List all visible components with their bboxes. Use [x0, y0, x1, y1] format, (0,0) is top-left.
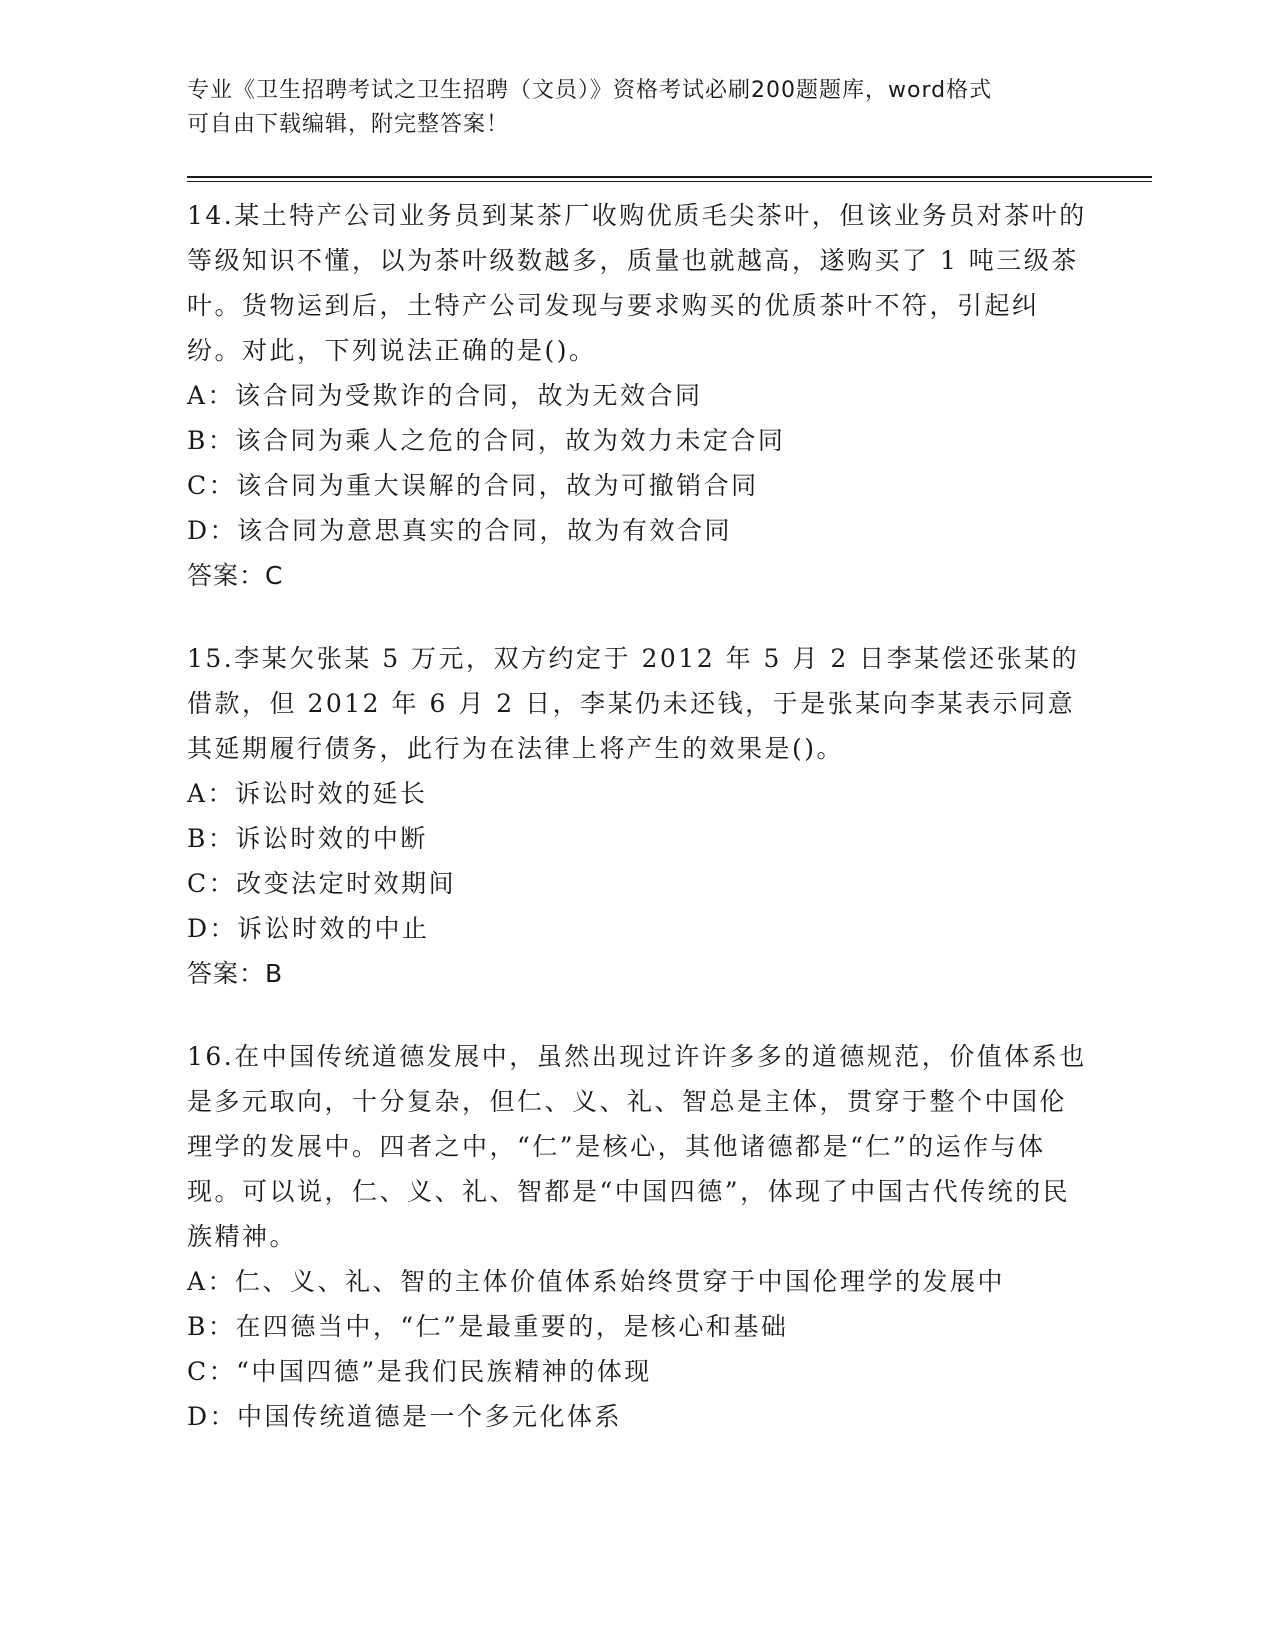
- question-14: [187, 193, 1087, 598]
- header-line-1: 专业《卫生招聘考试之卫生招聘（文员）》资格考试必刷200题题库，word格式: [187, 78, 993, 103]
- option-d: D：该合同为意思真实的合同，故为有效合同: [187, 516, 733, 545]
- question-list: [187, 193, 1087, 1477]
- option-b: B：在四德当中，“仁”是最重要的，是核心和基础: [187, 1312, 789, 1341]
- question-text: 14.某土特产公司业务员到某茶厂收购优质毛尖茶叶，但该业务员对茶叶的等级知识不懂，以为茶叶级数越多，质量也就越高，遂购买了 1 吨三级茶叶。货物运到后，土特产公司发现与要求购买的优质茶叶不符，引起纠纷。对此，下列说法正确的是()。: [187, 201, 1087, 365]
- header-divider-thick: [187, 176, 1152, 178]
- answer: 答案：C: [187, 561, 284, 590]
- option-b: B：该合同为乘人之危的合同，故为效力未定合同: [187, 426, 786, 455]
- header-line-2: 可自由下载编辑，附完整答案！: [187, 112, 510, 137]
- option-a: A：该合同为受欺诈的合同，故为无效合同: [187, 381, 703, 410]
- option-b: B：诉讼时效的中断: [187, 824, 428, 853]
- answer: 答案：B: [187, 959, 284, 988]
- option-d: D：中国传统道德是一个多元化体系: [187, 1402, 623, 1431]
- document-header: [187, 74, 1087, 142]
- question-text: 16.在中国传统道德发展中，虽然出现过许许多多的道德规范，价值体系也是多元取向，十分复杂，但仁、义、礼、智总是主体，贯穿于整个中国伦理学的发展中。四者之中，“仁”是核心，其他诸德都是“仁”的运作与体现。可以说，仁、义、礼、智都是“中国四德”，体现了中国古代传统的民族精神。: [187, 1042, 1087, 1251]
- option-c: C：改变法定时效期间: [187, 869, 457, 898]
- question-15: [187, 636, 1087, 996]
- question-16: [187, 1034, 1087, 1439]
- option-c: C：“中国四德”是我们民族精神的体现: [187, 1357, 652, 1386]
- header-divider-thin: [187, 181, 1152, 182]
- option-a: A：诉讼时效的延长: [187, 779, 428, 808]
- option-a: A：仁、义、礼、智的主体价值体系始终贯穿于中国伦理学的发展中: [187, 1267, 1006, 1296]
- option-c: C：该合同为重大误解的合同，故为可撤销合同: [187, 471, 759, 500]
- option-d: D：诉讼时效的中止: [187, 914, 430, 943]
- question-text: 15.李某欠张某 5 万元，双方约定于 2012 年 5 月 2 日李某偿还张某的借款，但 2012 年 6 月 2 日，李某仍未还钱，于是张某向李某表示同意其延期履行债务，此行为在法律上将产生的效果是()。: [187, 644, 1080, 763]
